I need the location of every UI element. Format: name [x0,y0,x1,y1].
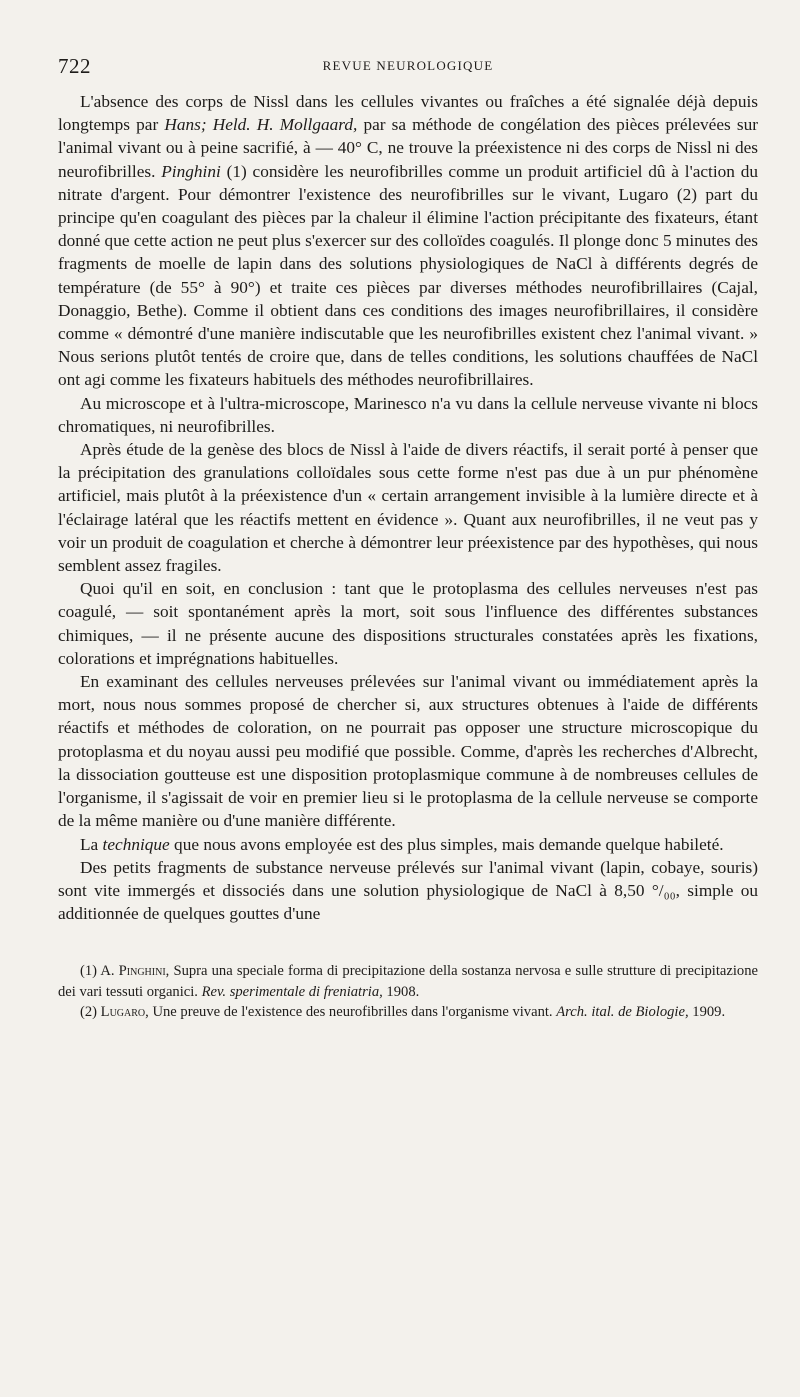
paragraph-technique: La technique que nous avons employée est des plus simples, mais demande quelque habileté. [80,834,724,854]
footnote-1: (1) A. Pinghini, Supra una speciale forma di precipitazione della sostanza nervosa e sulle strutture di precipitazione dei vari tessuti organici. Rev. sperimentale di freniatria, 1908. [58,963,758,1000]
author-names: Hans; Held. H. Mollgaard, [164,115,358,135]
footnote-author: Pinghini [118,963,166,980]
paragraph-ultramicroscope: Au microscope et à l'ultra-microscope, Marinesco n'a vu dans la cellule nerveuse vivante ni blocs chromatiques, ni neurofibrilles. [58,393,758,436]
footnote-author: Lugaro [100,1004,146,1021]
footnotes [58,961,758,1023]
footnote-journal: Arch. ital. de Biologie, [556,1004,689,1021]
paragraph-fragments: Des petits fragments de substance nerveuse prélevés sur l'animal vivant (lapin, cobaye, souris) sont vite immergés et dissociés dans une solution physiologique de NaCl à 8,50 °/₀₀, simple ou additionnée de quelques gouttes d'une [58,857,758,924]
technique-term: technique [102,834,170,854]
author-name: Pinghini [161,161,221,181]
footnote-2: (2) Lugaro, Une preuve de l'existence des neurofibrilles dans l'organisme vivant. Arch. ital. de Biologie, 1909. [80,1004,726,1021]
running-head: REVUE NEUROLOGIQUE [322,58,494,73]
paragraph-examination: En examinant des cellules nerveuses prélevées sur l'animal vivant ou immédiatement après la mort, nous nous sommes proposé de chercher si, aux structures obtenues à l'aide de différents réactifs et méthodes de coloration, on ne pourrait pas opposer une structure microscopique du protoplasma et du noyau aussi peu modifié que possible. Comme, d'après les recherches d'Albrecht, la dissociation goutteuse est une disposition protoplasmique commune à de nombreuses cellules de l'organisme, il s'agissait de voir en premier lieu si le protoplasma de la cellule nerveuse se comporte de la même manière ou d'une manière différente. [58,672,758,831]
paragraph-conclusion: Quoi qu'il en soit, en conclusion : tant que le protoplasma des cellules nerveuses n'est pas coagulé, — soit spontanément après la mort, soit sous l'influence des différentes substances chimiques, — il ne présente aucune des dispositions structurales constatées après les fixations, colorations et imprégnations habituelles. [58,579,758,668]
paragraph-nissl-genesis: Après étude de la genèse des blocs de Nissl à l'aide de divers réactifs, il serait porté à penser que la précipitation des granulations colloïdales sous cette forme n'est pas due à un pur phénomène artificiel, mais plutôt à la préexistence d'un « certain arrangement invisible à la lumière directe et à l'éclairage latéral que les réactifs mettent en évidence ». Quant aux neurofibrilles, il ne veut pas y voir un produit de coagulation et cherche à démontrer leur préexistence par des hypothèses, qui nous semblent assez fragiles. [58,440,758,576]
footnote-journal: Rev. sperimentale di freniatria, [201,983,383,1000]
journal-page [58,48,758,1023]
per-mille-unit: °/₀₀ [651,880,676,900]
page-header [58,48,758,84]
page-number: 722 [58,54,91,78]
article-body [58,90,758,925]
paragraph-nissl-absence: L'absence des corps de Nissl dans les cellules vivantes ou fraîches a été signalée déjà depuis longtemps par Hans; Held. H. Mollgaard, par sa méthode de congélation des pièces prélevées sur l'animal vivant ou à peine sacrifié, à — 40° C, ne trouve la préexistence ni des corps de Nissl ni des neurofibrilles. Pinghini (1) considère les neurofibrilles comme un produit artificiel dû à l'action du nitrate d'argent. Pour démontrer l'existence des neurofibrilles sur le vivant, Lugaro (2) part du principe qu'en coagulant des pièces par la chaleur il élimine l'action précipitante des fixateurs, étant donné que cette action ne peut plus s'exercer sur des colloïdes coagulés. Il plonge donc 5 minutes des fragments de moelle de lapin dans des solutions physiologiques de NaCl à différents degrés de température (de 55° à 90°) et traite ces pièces par diverses méthodes neurofibrillaires (Cajal, Donaggio, Bethe). Comme il obtient dans ces conditions des images neurofibrillaires, il considère comme « démontré d'une manière indiscutable que les neurofibrilles existent chez l'animal vivant. » Nous serions plutôt tentés de croire que, dans de telles conditions, les solutions chauffées de NaCl ont agi comme les fixateurs habituels des méthodes neurofibrillaires. [58,92,759,390]
